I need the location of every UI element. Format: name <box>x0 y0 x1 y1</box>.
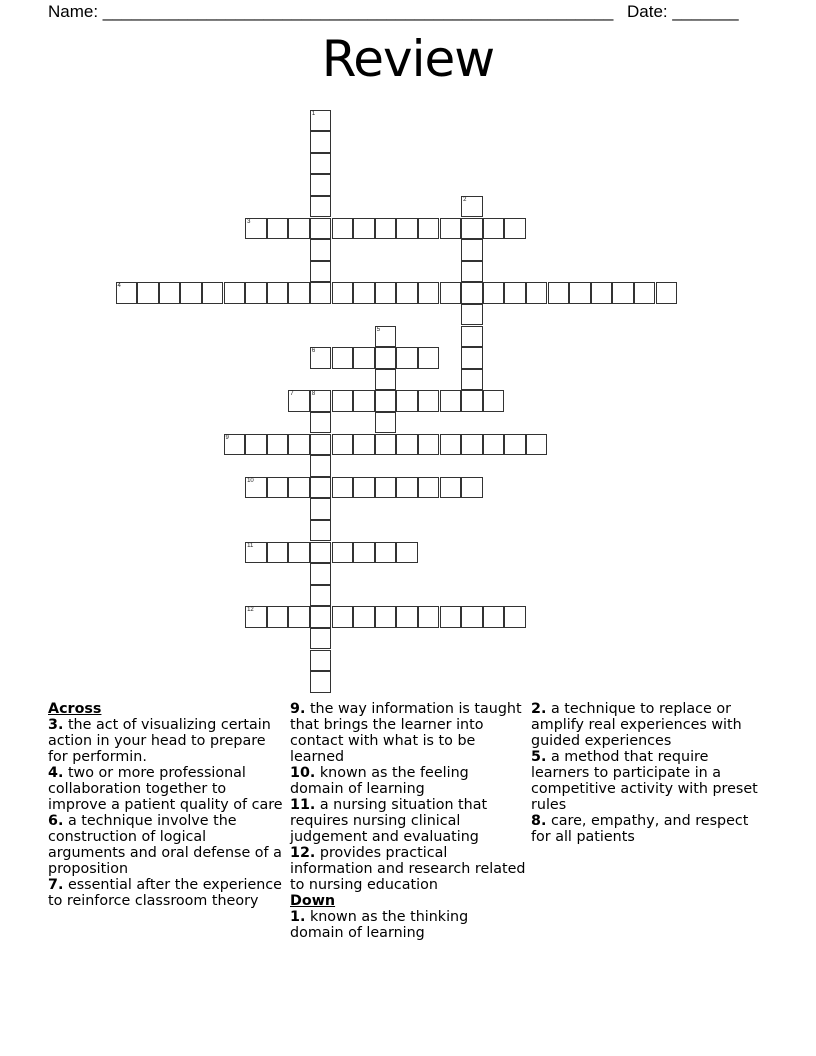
clue-across-4 <box>48 765 284 813</box>
name-field[interactable]: Name: ______________________________________________________ <box>48 2 614 21</box>
cell-number: 1 <box>311 110 316 117</box>
grid-cell[interactable] <box>418 606 440 628</box>
clue-number: 7. <box>48 877 64 893</box>
grid-cell[interactable] <box>483 434 505 456</box>
cell-number: 9 <box>225 434 229 441</box>
cell-number: 6 <box>311 348 316 355</box>
clue-number: 6. <box>48 813 64 829</box>
page-title: Review <box>321 30 495 88</box>
date-field[interactable]: Date: _______ <box>627 2 739 21</box>
clue-text: known as the feeling domain of learning <box>290 765 469 797</box>
grid-cell[interactable] <box>332 347 354 369</box>
grid-cell[interactable] <box>656 282 678 304</box>
grid-cell[interactable] <box>353 218 375 240</box>
grid-cell[interactable] <box>332 434 354 456</box>
grid-cell[interactable] <box>202 282 224 304</box>
grid-cell[interactable] <box>353 347 375 369</box>
grid-cell[interactable] <box>245 218 267 240</box>
clue-number: 10. <box>290 765 316 781</box>
grid-cell[interactable] <box>483 282 505 304</box>
grid-cell[interactable] <box>332 282 354 304</box>
grid-cell[interactable] <box>375 347 397 369</box>
grid-cell[interactable] <box>504 218 526 240</box>
grid-cell[interactable] <box>461 218 483 240</box>
grid-cell[interactable] <box>245 282 267 304</box>
cell-number: 11 <box>247 542 254 549</box>
clue-number: 5. <box>531 749 547 765</box>
grid-cell[interactable] <box>396 282 418 304</box>
grid-cell[interactable] <box>332 390 354 412</box>
grid-cell[interactable] <box>288 542 310 564</box>
grid-cell[interactable] <box>310 563 332 585</box>
clue-across-6 <box>48 813 284 877</box>
grid-cell[interactable] <box>310 628 332 650</box>
grid-cell[interactable] <box>483 606 505 628</box>
clue-text: the act of visualizing certain action in your head to prepare for performin. <box>48 717 271 765</box>
clue-across-9 <box>290 701 526 765</box>
grid-cell[interactable] <box>396 347 418 369</box>
grid-cell[interactable] <box>310 131 332 153</box>
grid-cell[interactable] <box>461 606 483 628</box>
grid-cell[interactable] <box>396 477 418 499</box>
grid-cell[interactable] <box>461 196 483 218</box>
clues-column-2 <box>290 701 526 941</box>
grid-cell[interactable] <box>353 390 375 412</box>
clue-number: 9. <box>290 701 306 717</box>
clues-column-1 <box>48 701 284 909</box>
grid-cell[interactable] <box>440 282 462 304</box>
grid-cell[interactable] <box>267 218 289 240</box>
grid-cell[interactable] <box>353 542 375 564</box>
clue-text: essential after the experience to reinforce classroom theory <box>48 877 282 909</box>
cell-number: 7 <box>290 391 294 398</box>
grid-cell[interactable] <box>116 282 138 304</box>
grid-cell[interactable] <box>288 282 310 304</box>
grid-cell[interactable] <box>375 282 397 304</box>
grid-cell[interactable] <box>288 477 310 499</box>
grid-cell[interactable] <box>267 282 289 304</box>
grid-cell[interactable] <box>396 542 418 564</box>
clue-down-8 <box>531 813 767 845</box>
grid-cell[interactable] <box>310 412 332 434</box>
grid-cell[interactable] <box>267 477 289 499</box>
grid-cell[interactable] <box>332 218 354 240</box>
clue-text: a method that require learners to participate in a competitive activity with preset rules <box>531 749 758 813</box>
clue-text: a technique to replace or amplify real experiences with guided experiences <box>531 701 742 749</box>
grid-cell[interactable] <box>310 650 332 672</box>
grid-cell[interactable] <box>332 606 354 628</box>
grid-cell[interactable] <box>310 434 332 456</box>
grid-cell[interactable] <box>310 606 332 628</box>
grid-cell[interactable] <box>310 218 332 240</box>
clue-across-12 <box>290 845 526 893</box>
grid-cell[interactable] <box>310 498 332 520</box>
grid-cell[interactable] <box>310 477 332 499</box>
grid-cell[interactable] <box>310 196 332 218</box>
grid-cell[interactable] <box>504 282 526 304</box>
grid-cell[interactable] <box>526 434 548 456</box>
grid-cell[interactable] <box>245 542 267 564</box>
grid-cell[interactable] <box>504 606 526 628</box>
clues-column-3 <box>531 701 767 845</box>
grid-cell[interactable] <box>267 434 289 456</box>
grid-cell[interactable] <box>310 239 332 261</box>
grid-cell[interactable] <box>461 369 483 391</box>
cell-number: 12 <box>247 607 254 614</box>
grid-cell[interactable] <box>375 434 397 456</box>
grid-cell[interactable] <box>245 477 267 499</box>
grid-cell[interactable] <box>224 282 246 304</box>
clue-number: 1. <box>290 909 306 925</box>
clue-down-1 <box>290 909 526 941</box>
grid-cell[interactable] <box>310 520 332 542</box>
grid-cell[interactable] <box>591 282 613 304</box>
grid-cell[interactable] <box>310 347 332 369</box>
grid-cell[interactable] <box>418 347 440 369</box>
clue-number: 2. <box>531 701 547 717</box>
cell-number: 4 <box>117 283 121 290</box>
grid-cell[interactable] <box>159 282 181 304</box>
grid-cell[interactable] <box>504 434 526 456</box>
grid-cell[interactable] <box>440 606 462 628</box>
grid-cell[interactable] <box>634 282 656 304</box>
grid-cell[interactable] <box>288 390 310 412</box>
grid-cell[interactable] <box>418 218 440 240</box>
grid-cell[interactable] <box>461 434 483 456</box>
clue-across-3 <box>48 717 284 765</box>
clue-text: two or more professional collaboration together to improve a patient quality of care <box>48 765 283 813</box>
grid-cell[interactable] <box>310 110 332 132</box>
grid-cell[interactable] <box>418 390 440 412</box>
grid-cell[interactable] <box>310 153 332 175</box>
clue-number: 11. <box>290 797 316 813</box>
grid-cell[interactable] <box>310 455 332 477</box>
grid-cell[interactable] <box>310 282 332 304</box>
down-heading: Down <box>290 893 336 909</box>
grid-cell[interactable] <box>353 282 375 304</box>
grid-cell[interactable] <box>418 282 440 304</box>
grid-cell[interactable] <box>440 434 462 456</box>
grid-cell[interactable] <box>310 542 332 564</box>
grid-cell[interactable] <box>375 477 397 499</box>
grid-cell[interactable] <box>332 477 354 499</box>
grid-cell[interactable] <box>375 542 397 564</box>
clue-number: 4. <box>48 765 64 781</box>
clue-text: care, empathy, and respect for all patients <box>531 813 749 845</box>
grid-cell[interactable] <box>483 390 505 412</box>
clue-text: provides practical information and research related to nursing education <box>290 845 526 893</box>
cell-number: 8 <box>311 391 316 398</box>
grid-cell[interactable] <box>353 477 375 499</box>
grid-cell[interactable] <box>418 477 440 499</box>
clue-text: known as the thinking domain of learning <box>290 909 469 941</box>
clue-across-11 <box>290 797 526 845</box>
grid-cell[interactable] <box>461 239 483 261</box>
clue-across-7 <box>48 877 284 909</box>
clue-down-5 <box>531 749 767 813</box>
grid-cell[interactable] <box>548 282 570 304</box>
grid-cell[interactable] <box>137 282 159 304</box>
grid-cell[interactable] <box>375 390 397 412</box>
grid-cell[interactable] <box>310 671 332 693</box>
grid-cell[interactable] <box>267 542 289 564</box>
clue-number: 3. <box>48 717 64 733</box>
clue-text: a technique involve the construction of logical arguments and oral defense of a proposition <box>48 813 282 877</box>
grid-cell[interactable] <box>310 174 332 196</box>
grid-cell[interactable] <box>396 606 418 628</box>
grid-cell[interactable] <box>396 390 418 412</box>
grid-cell[interactable] <box>396 218 418 240</box>
grid-cell[interactable] <box>310 390 332 412</box>
clue-text: the way information is taught that brings the learner into contact with what is to be learned <box>290 701 522 765</box>
grid-cell[interactable] <box>461 261 483 283</box>
grid-cell[interactable] <box>461 282 483 304</box>
grid-cell[interactable] <box>569 282 591 304</box>
grid-cell[interactable] <box>245 606 267 628</box>
grid-cell[interactable] <box>461 390 483 412</box>
clue-across-10 <box>290 765 526 797</box>
grid-cell[interactable] <box>483 218 505 240</box>
grid-cell[interactable] <box>440 477 462 499</box>
grid-cell[interactable] <box>375 326 397 348</box>
grid-cell[interactable] <box>461 477 483 499</box>
grid-cell[interactable] <box>526 282 548 304</box>
cell-number: 3 <box>247 218 251 225</box>
grid-cell[interactable] <box>310 261 332 283</box>
grid-cell[interactable] <box>375 412 397 434</box>
grid-cell[interactable] <box>440 390 462 412</box>
cell-number: 10 <box>247 477 254 484</box>
cell-number: 5 <box>376 326 381 333</box>
grid-cell[interactable] <box>224 434 246 456</box>
grid-cell[interactable] <box>180 282 202 304</box>
grid-cell[interactable] <box>375 218 397 240</box>
grid-cell[interactable] <box>353 434 375 456</box>
grid-cell[interactable] <box>288 434 310 456</box>
clue-down-2 <box>531 701 767 749</box>
grid-cell[interactable] <box>288 606 310 628</box>
grid-cell[interactable] <box>267 606 289 628</box>
grid-cell[interactable] <box>310 585 332 607</box>
grid-cell[interactable] <box>461 347 483 369</box>
grid-cell[interactable] <box>396 434 418 456</box>
clue-text: a nursing situation that requires nursing clinical judgement and evaluating <box>290 797 488 845</box>
grid-cell[interactable] <box>245 434 267 456</box>
grid-cell[interactable] <box>461 304 483 326</box>
grid-cell[interactable] <box>288 218 310 240</box>
grid-cell[interactable] <box>332 542 354 564</box>
grid-cell[interactable] <box>612 282 634 304</box>
grid-cell[interactable] <box>375 606 397 628</box>
cell-number: 2 <box>463 196 467 203</box>
clue-number: 8. <box>531 813 547 829</box>
grid-cell[interactable] <box>461 326 483 348</box>
grid-cell[interactable] <box>440 218 462 240</box>
grid-cell[interactable] <box>418 434 440 456</box>
grid-cell[interactable] <box>353 606 375 628</box>
across-heading: Across <box>48 701 102 717</box>
clue-number: 12. <box>290 845 316 861</box>
grid-cell[interactable] <box>375 369 397 391</box>
